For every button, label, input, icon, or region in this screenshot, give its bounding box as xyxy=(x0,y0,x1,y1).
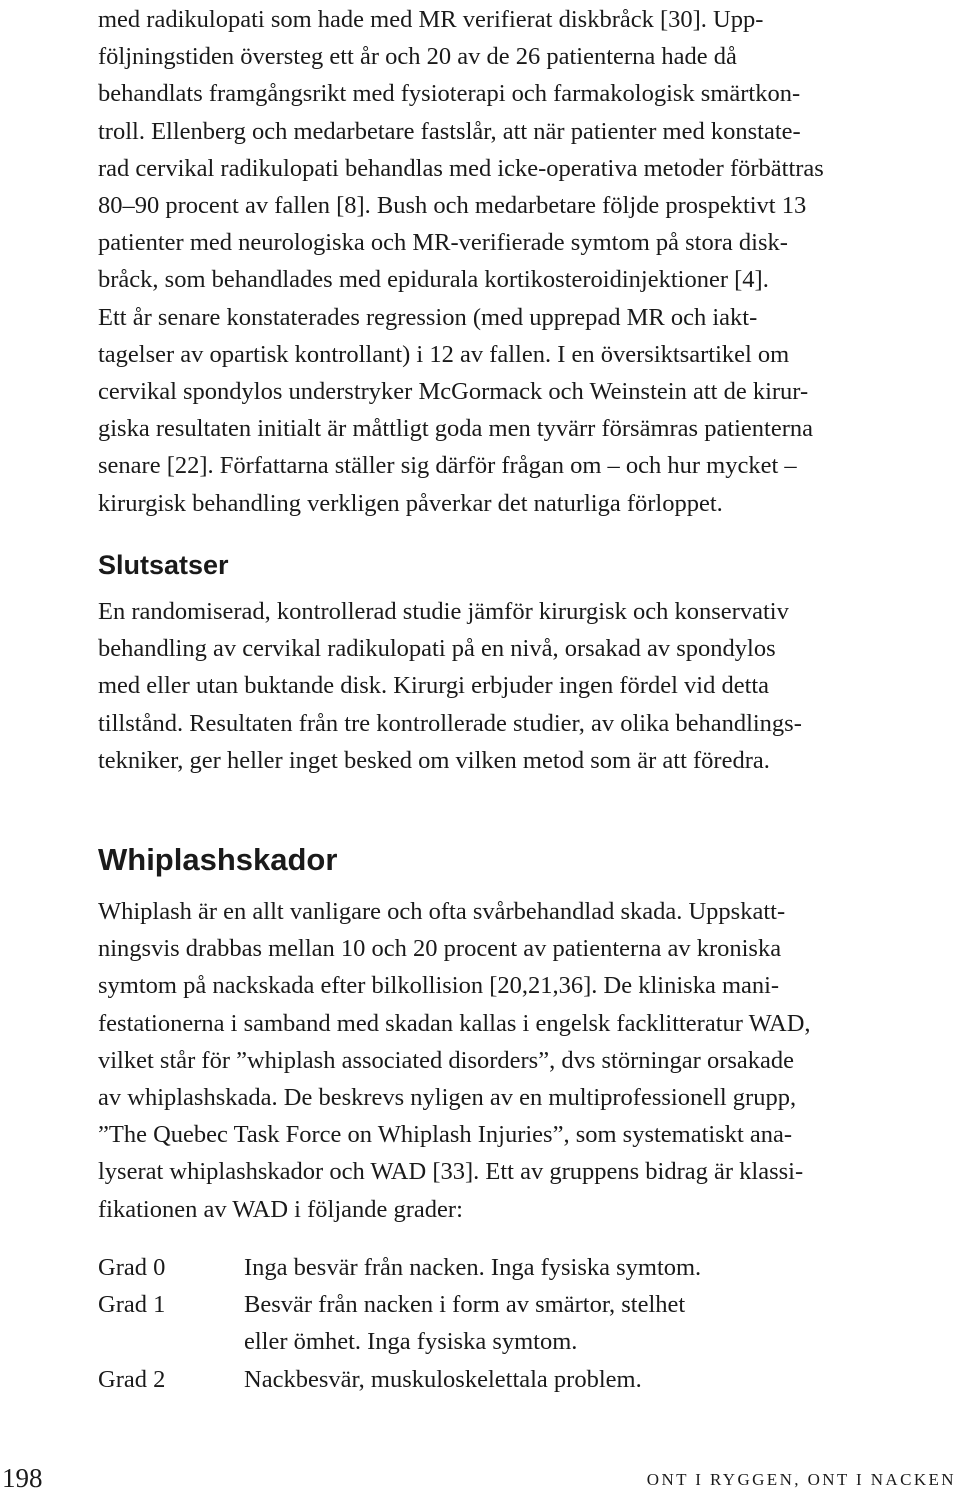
grade-item xyxy=(98,1286,701,1360)
text-line: med eller utan buktande disk. Kirurgi erbjuder ingen fördel vid detta xyxy=(98,672,770,700)
text-line: tagelser av opartisk kontrollant) i 12 av fallen. I en översiktsartikel om xyxy=(98,340,790,368)
grade-label: Grad 0 xyxy=(98,1254,166,1281)
section-heading-whiplashskador: Whiplashskador xyxy=(98,842,338,877)
text-line: behandlats framgångsrikt med fysioterapi och farmakologisk smärtkon- xyxy=(98,80,801,108)
text-line: lyserat whiplashskador och WAD [33]. Ett av gruppens bidrag är klassi- xyxy=(98,1158,804,1186)
grade-item xyxy=(98,1249,701,1286)
text-line: festationerna i samband med skadan kallas i engelsk facklitteratur WAD, xyxy=(98,1009,811,1037)
section-heading-slutsatser: Slutsatser xyxy=(98,550,229,580)
text-line: giska resultaten initialt är måttligt goda men tyvärr försämras patienterna xyxy=(98,415,814,443)
text-line: bråck, som behandlades med epidurala kortikosteroidinjektioner [4]. xyxy=(98,266,769,294)
text-line: med radikulopati som hade med MR verifierat diskbråck [30]. Upp- xyxy=(98,6,764,33)
text-line: tekniker, ger heller inget besked om vilken metod som är att föredra. xyxy=(98,746,770,774)
grade-item xyxy=(98,1361,701,1398)
text-line: behandling av cervikal radikulopati på en nivå, orsakad av spondylos xyxy=(98,635,776,663)
text-line: patienter med neurologiska och MR-verifierade symtom på stora disk- xyxy=(98,229,788,257)
text-line: troll. Ellenberg och medarbetare fastslår, att när patienter med konstate- xyxy=(98,117,801,145)
text-line: eller ömhet. Inga fysiska symtom. xyxy=(244,1328,578,1356)
text-line: fikationen av WAD i följande grader: xyxy=(98,1195,463,1223)
text-line: kirurgisk behandling verkligen påverkar det naturliga förloppet. xyxy=(98,489,723,517)
text-line: Inga besvär från nacken. Inga fysiska symtom. xyxy=(244,1254,702,1281)
grade-description xyxy=(244,1361,642,1398)
text-line: symtom på nackskada efter bilkollision [20,21,36]. De kliniska mani- xyxy=(98,972,780,1000)
text-line: tillstånd. Resultaten från tre kontrollerade studier, av olika behandlings- xyxy=(98,709,802,737)
text-line: cervikal spondylos understryker McGormack och Weinstein att de kirur- xyxy=(98,378,809,406)
wad-grade-list xyxy=(98,1249,701,1398)
text-line: ningsvis drabbas mellan 10 och 20 procent av patienterna av kroniska xyxy=(98,935,782,963)
page-number: 198 xyxy=(2,1463,43,1493)
text-line: senare [22]. Författarna ställer sig därför frågan om – och hur mycket – xyxy=(98,452,797,480)
paragraph-radikulopati xyxy=(98,1,824,522)
text-line: Whiplash är en allt vanligare och ofta svårbehandlad skada. Uppskatt- xyxy=(98,898,786,925)
paragraph-slutsatser xyxy=(98,593,802,779)
text-line: av whiplashskada. De beskrevs nyligen av en multiprofessionell grupp, xyxy=(98,1084,797,1112)
text-line: ”The Quebec Task Force on Whiplash Injuries”, som systematiskt ana- xyxy=(98,1121,793,1149)
text-line: Besvär från nacken i form av smärtor, stelhet xyxy=(244,1291,686,1319)
grade-label: Grad 2 xyxy=(98,1365,166,1393)
grade-description xyxy=(244,1249,701,1286)
text-line: rad cervikal radikulopati behandlas med icke-operativa metoder förbättras xyxy=(98,154,824,182)
running-footer-title: ONT I RYGGEN, ONT I NACKEN xyxy=(646,1470,956,1489)
text-line: följningstiden översteg ett år och 20 av de 26 patienterna hade då xyxy=(98,43,737,71)
paragraph-whiplash xyxy=(98,893,811,1228)
text-line: Nackbesvär, muskuloskelettala problem. xyxy=(244,1365,642,1393)
text-line: vilket står för ”whiplash associated disorders”, dvs störningar orsakade xyxy=(98,1046,795,1074)
grade-label: Grad 1 xyxy=(98,1291,166,1319)
grade-description xyxy=(244,1286,685,1360)
text-line: Ett år senare konstaterades regression (med upprepad MR och iakt- xyxy=(98,303,758,331)
text-line: En randomiserad, kontrollerad studie jämför kirurgisk och konservativ xyxy=(98,598,789,625)
text-line: 80–90 procent av fallen [8]. Bush och medarbetare följde prospektivt 13 xyxy=(98,192,807,220)
